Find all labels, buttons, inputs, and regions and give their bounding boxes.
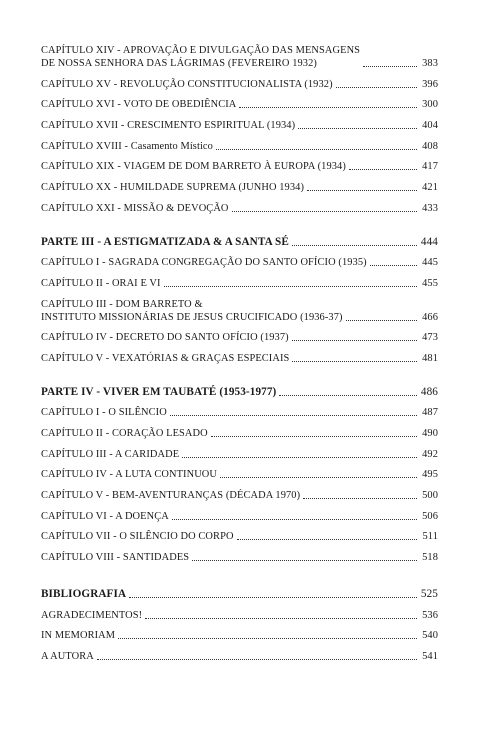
part-heading bbox=[41, 236, 438, 249]
dot-leader bbox=[216, 149, 417, 150]
toc-entry-page: 396 bbox=[422, 78, 438, 90]
part-heading bbox=[41, 386, 438, 399]
toc-entry-page: 500 bbox=[422, 490, 438, 502]
toc-entry bbox=[41, 140, 438, 153]
toc-entry-title: CAPÍTULO V - VEXATÓRIAS & GRAÇAS ESPECIAIS bbox=[41, 352, 290, 364]
toc-entry bbox=[41, 78, 438, 91]
toc-entry-title: A AUTORA bbox=[41, 650, 94, 662]
toc-entry-title: CAPÍTULO XV - REVOLUÇÃO CONSTITUCIONALISTA (1932) bbox=[41, 78, 333, 90]
dot-leader bbox=[279, 395, 417, 396]
part-title: PARTE IV - VIVER EM TAUBATÉ (1953-1977) bbox=[41, 385, 277, 398]
toc-entry-page: 466 bbox=[422, 311, 438, 323]
toc-entry bbox=[41, 468, 438, 481]
toc-entry-title: CAPÍTULO I - O SILÊNCIO bbox=[41, 407, 167, 419]
toc-entry-title: CAPÍTULO XVII - CRESCIMENTO ESPIRITUAL (1934) bbox=[41, 120, 296, 132]
toc-entry-title: CAPÍTULO III - A CARIDADE bbox=[41, 448, 180, 460]
toc-entry-title: CAPÍTULO IV - DECRETO DO SANTO OFÍCIO (1937) bbox=[41, 332, 289, 344]
toc-entry-page: 541 bbox=[422, 650, 438, 662]
dot-leader bbox=[232, 211, 417, 212]
toc-entry-page: 481 bbox=[422, 352, 438, 364]
dot-leader bbox=[170, 415, 417, 416]
spacer bbox=[41, 572, 438, 588]
toc-entry bbox=[41, 298, 438, 324]
dot-leader bbox=[298, 128, 417, 129]
dot-leader bbox=[336, 87, 417, 88]
toc-entry-page: 408 bbox=[422, 140, 438, 152]
toc-entry-page: 433 bbox=[422, 202, 438, 214]
toc-entry-page: 473 bbox=[422, 332, 438, 344]
toc-entry-title bbox=[41, 298, 343, 324]
toc-entry-title: CAPÍTULO II - ORAI E VI bbox=[41, 277, 161, 289]
toc-entry-title-line1: CAPÍTULO XIV - APROVAÇÃO E DIVULGAÇÃO DAS MENSAGENS bbox=[41, 45, 361, 56]
toc-entry bbox=[41, 202, 438, 215]
toc-entry-title: CAPÍTULO VII - O SILÊNCIO DO CORPO bbox=[41, 531, 234, 543]
dot-leader bbox=[192, 560, 417, 561]
toc-entry-title: CAPÍTULO VI - A DOENÇA bbox=[41, 510, 169, 522]
dot-leader bbox=[145, 618, 417, 619]
table-of-contents bbox=[41, 44, 438, 671]
toc-entry-page: 455 bbox=[422, 277, 438, 289]
spacer bbox=[41, 373, 438, 386]
toc-entry-title: CAPÍTULO XIX - VIAGEM DE DOM BARRETO À EUROPA (1934) bbox=[41, 161, 346, 173]
toc-entry-page: 421 bbox=[422, 182, 438, 194]
dot-leader bbox=[220, 477, 417, 478]
dot-leader bbox=[370, 265, 417, 266]
toc-entry-title-line2: INSTITUTO MISSIONÁRIAS DE JESUS CRUCIFICADO (1936-37) bbox=[41, 311, 343, 323]
dot-leader bbox=[97, 659, 417, 660]
toc-entry-page: 506 bbox=[422, 510, 438, 522]
part-title: PARTE III - A ESTIGMATIZADA & A SANTA SÉ bbox=[41, 235, 289, 248]
dot-leader bbox=[346, 320, 417, 321]
toc-entry-title: CAPÍTULO I - SAGRADA CONGREGAÇÃO DO SANTO OFÍCIO (1935) bbox=[41, 257, 367, 269]
dot-leader bbox=[172, 519, 417, 520]
dot-leader bbox=[237, 539, 417, 540]
toc-entry bbox=[41, 489, 438, 502]
dot-leader bbox=[118, 638, 417, 639]
toc-entry-title: CAPÍTULO XVIII - Casamento Místico bbox=[41, 140, 213, 152]
toc-entry-page: 383 bbox=[422, 58, 438, 69]
dot-leader bbox=[307, 190, 417, 191]
toc-entry-page: 300 bbox=[422, 99, 438, 111]
toc-entry bbox=[41, 609, 438, 622]
toc-entry-title: CAPÍTULO XVI - VOTO DE OBEDIÊNCIA bbox=[41, 99, 237, 111]
toc-entry bbox=[41, 427, 438, 440]
dot-leader bbox=[292, 361, 417, 362]
dot-leader bbox=[292, 245, 417, 246]
toc-entry bbox=[41, 331, 438, 344]
dot-leader bbox=[211, 436, 417, 437]
dot-leader bbox=[349, 169, 417, 170]
toc-entry bbox=[41, 44, 438, 70]
toc-entry-title: CAPÍTULO IV - A LUTA CONTINUOU bbox=[41, 469, 218, 481]
toc-entry-title-line1: CAPÍTULO III - DOM BARRETO & bbox=[41, 298, 203, 310]
toc-entry bbox=[41, 277, 438, 290]
toc-entry-title: CAPÍTULO II - CORAÇÃO LESADO bbox=[41, 428, 208, 439]
toc-entry-page: 487 bbox=[422, 407, 438, 419]
toc-entry bbox=[41, 352, 438, 365]
toc-entry bbox=[41, 551, 438, 564]
dot-leader bbox=[363, 66, 417, 67]
dot-leader bbox=[182, 457, 417, 458]
dot-leader bbox=[292, 340, 417, 341]
toc-entry-page: 445 bbox=[422, 257, 438, 269]
toc-entry-title-line2: DE NOSSA SENHORA DAS LÁGRIMAS (FEVEREIRO 1932) bbox=[41, 58, 317, 69]
toc-entry bbox=[41, 181, 438, 194]
toc-entry bbox=[41, 530, 438, 543]
toc-entry bbox=[41, 256, 438, 269]
toc-entry bbox=[41, 650, 438, 663]
toc-entry-page: 417 bbox=[422, 161, 438, 173]
toc-entry bbox=[41, 406, 438, 419]
dot-leader bbox=[129, 597, 417, 598]
toc-entry-title bbox=[41, 44, 360, 70]
toc-entry-title: CAPÍTULO XXI - MISSÃO & DEVOÇÃO bbox=[41, 202, 229, 214]
dot-leader bbox=[164, 286, 417, 287]
toc-entry bbox=[41, 510, 438, 523]
toc-entry-page: 536 bbox=[422, 609, 438, 621]
toc-entry-title: AGRADECIMENTOS! bbox=[41, 609, 143, 621]
toc-entry-page: 404 bbox=[422, 120, 438, 132]
toc-entry bbox=[41, 119, 438, 132]
toc-entry-page: 518 bbox=[422, 552, 438, 564]
toc-entry-title: CAPÍTULO VIII - SANTIDADES bbox=[41, 552, 190, 564]
toc-entry-title: IN MEMORIAM bbox=[41, 630, 116, 642]
toc-entry-title: CAPÍTULO XX - HUMILDADE SUPREMA (JUNHO 1934) bbox=[41, 182, 305, 194]
toc-entry-page: 490 bbox=[422, 428, 438, 439]
dot-leader bbox=[303, 498, 417, 499]
toc-entry-page: 511 bbox=[422, 531, 438, 543]
part-page: 486 bbox=[420, 385, 438, 398]
toc-entry bbox=[41, 448, 438, 461]
spacer bbox=[41, 223, 438, 236]
toc-entry-page: 492 bbox=[422, 448, 438, 460]
toc-entry bbox=[41, 629, 438, 642]
toc-entry-title: CAPÍTULO V - BEM-AVENTURANÇAS (DÉCADA 1970) bbox=[41, 490, 301, 502]
dot-leader bbox=[239, 107, 417, 108]
toc-entry bbox=[41, 160, 438, 173]
bibliography-page: 525 bbox=[420, 587, 438, 600]
bibliography-title: BIBLIOGRAFIA bbox=[41, 587, 127, 600]
bibliography-heading bbox=[41, 588, 438, 601]
part-page: 444 bbox=[420, 235, 438, 248]
toc-entry-page: 540 bbox=[422, 630, 438, 642]
toc-entry bbox=[41, 98, 438, 111]
toc-entry-page: 495 bbox=[422, 469, 438, 481]
